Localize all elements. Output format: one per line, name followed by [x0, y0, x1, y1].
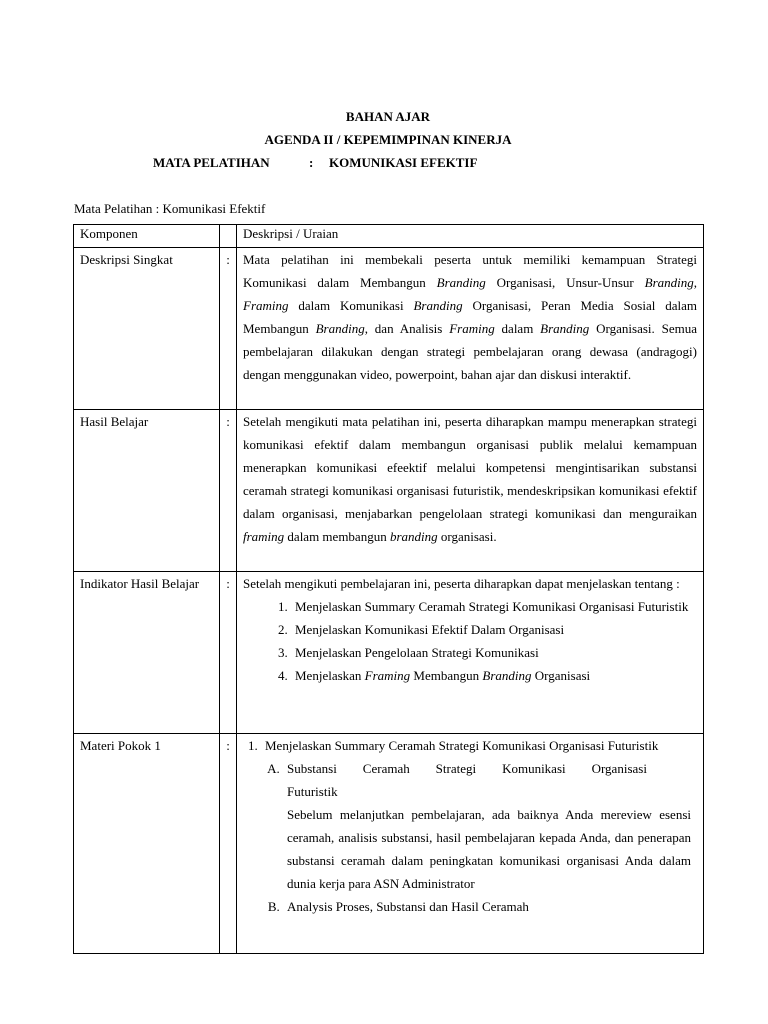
list-item: 1. Menjelaskan Summary Ceramah Strategi Komunikasi Organisasi Futuristik: [291, 595, 697, 618]
header-deskripsi: Deskripsi / Uraian: [237, 225, 704, 248]
sub-a-title-cont: Futuristik: [287, 784, 338, 799]
sub-a-title-word: A. Substansi: [287, 761, 337, 776]
sub-a-title-word: Strategi: [435, 761, 477, 776]
sub-a-body: Sebelum melanjutkan pembelajaran, ada baiknya Anda mereview esensi ceramah, analisis substansi, hasil pembelajaran kepada Anda, dan penerapan substansi ceramah dalam peningkatan komunikasi organisasi Anda dalam dunia kerja para ASN Administrator: [287, 807, 691, 891]
sub-a-title-word: Komunikasi: [502, 761, 566, 776]
row-description: [237, 572, 704, 734]
table-row-hasil-belajar: [74, 410, 704, 572]
row-colon: :: [220, 248, 237, 410]
indikator-intro: Setelah mengikuti pembelajaran ini, peserta diharapkan dapat menjelaskan tentang :: [243, 576, 680, 591]
row-description: Mata pelatihan ini membekali peserta untuk memiliki kemampuan Strategi Komunikasi dalam Membangun Branding Organisasi, Unsur-Unsur Branding, Framing dalam Komunikasi Branding Organisasi, Peran Media Sosial dalam Membangun Branding, dan Analisis Framing dalam Branding Organisasi. Semua pembelajaran dilakukan dengan strategi pembelajaran orang dewasa (andragogi) dengan menggunakan video, powerpoint, bahan ajar dan diskusi interaktif.: [237, 248, 704, 410]
materi-sublist: [265, 757, 697, 918]
list-item: [261, 734, 697, 918]
course-intro: Mata Pelatihan : Komunikasi Efektif: [74, 201, 266, 216]
list-item: B. Analysis Proses, Substansi dan Hasil Ceramah: [283, 895, 697, 918]
row-label: Materi Pokok 1: [74, 734, 220, 954]
header-colon-cell: [220, 225, 237, 248]
row-label: Hasil Belajar: [74, 410, 220, 572]
course-heading-label: MATA PELATIHAN: [153, 155, 270, 170]
row-label: Deskripsi Singkat: [74, 248, 220, 410]
materi-list: [231, 734, 697, 918]
table-row-materi-pokok: [74, 734, 704, 954]
row-description: Setelah mengikuti mata pelatihan ini, peserta diharapkan mampu menerapkan strategi komunikasi efektif dalam membangun organisasi publik melalui kemampuan menerapkan komunikasi efeektif melalui kompetensi mengintisarikan substansi ceramah strategi komunikasi organisasi futuristik, mendeskripsikan komunikasi efektif dalam organisasi, menjabarkan pengelolaan strategi komunikasi dan menguraikan framing dalam membangun branding organisasi.: [237, 410, 704, 572]
course-heading-value: KOMUNIKASI EFEKTIF: [329, 155, 478, 170]
list-item: 3. Menjelaskan Pengelolaan Strategi Komunikasi: [291, 641, 697, 664]
indikator-list: [243, 595, 697, 687]
row-colon: :: [220, 734, 237, 954]
sub-a-title-word: Ceramah: [362, 761, 410, 776]
row-description: [237, 734, 704, 954]
table-header-row: [74, 225, 704, 248]
course-heading-colon: :: [309, 155, 314, 170]
header-komponen: Komponen: [74, 225, 220, 248]
list-item: 2. Menjelaskan Komunikasi Efektif Dalam Organisasi: [291, 618, 697, 641]
sub-a-title-word: Organisasi: [591, 761, 647, 776]
doc-title: BAHAN AJAR: [345, 109, 431, 124]
row-colon: :: [220, 572, 237, 734]
syllabus-table: [73, 224, 704, 954]
agenda-heading: AGENDA II / KEPEMIMPINAN KINERJA: [264, 132, 512, 147]
row-label: Indikator Hasil Belajar: [74, 572, 220, 734]
sub-a-title: [287, 757, 697, 780]
list-item: 4. Menjelaskan Framing Membangun Branding Organisasi: [291, 664, 697, 687]
table-row-deskripsi: [74, 248, 704, 410]
row-colon: :: [220, 410, 237, 572]
table-row-indikator: [74, 572, 704, 734]
materi-item-title: 1. Menjelaskan Summary Ceramah Strategi Komunikasi Organisasi Futuristik: [265, 738, 659, 753]
list-item: [283, 757, 697, 895]
